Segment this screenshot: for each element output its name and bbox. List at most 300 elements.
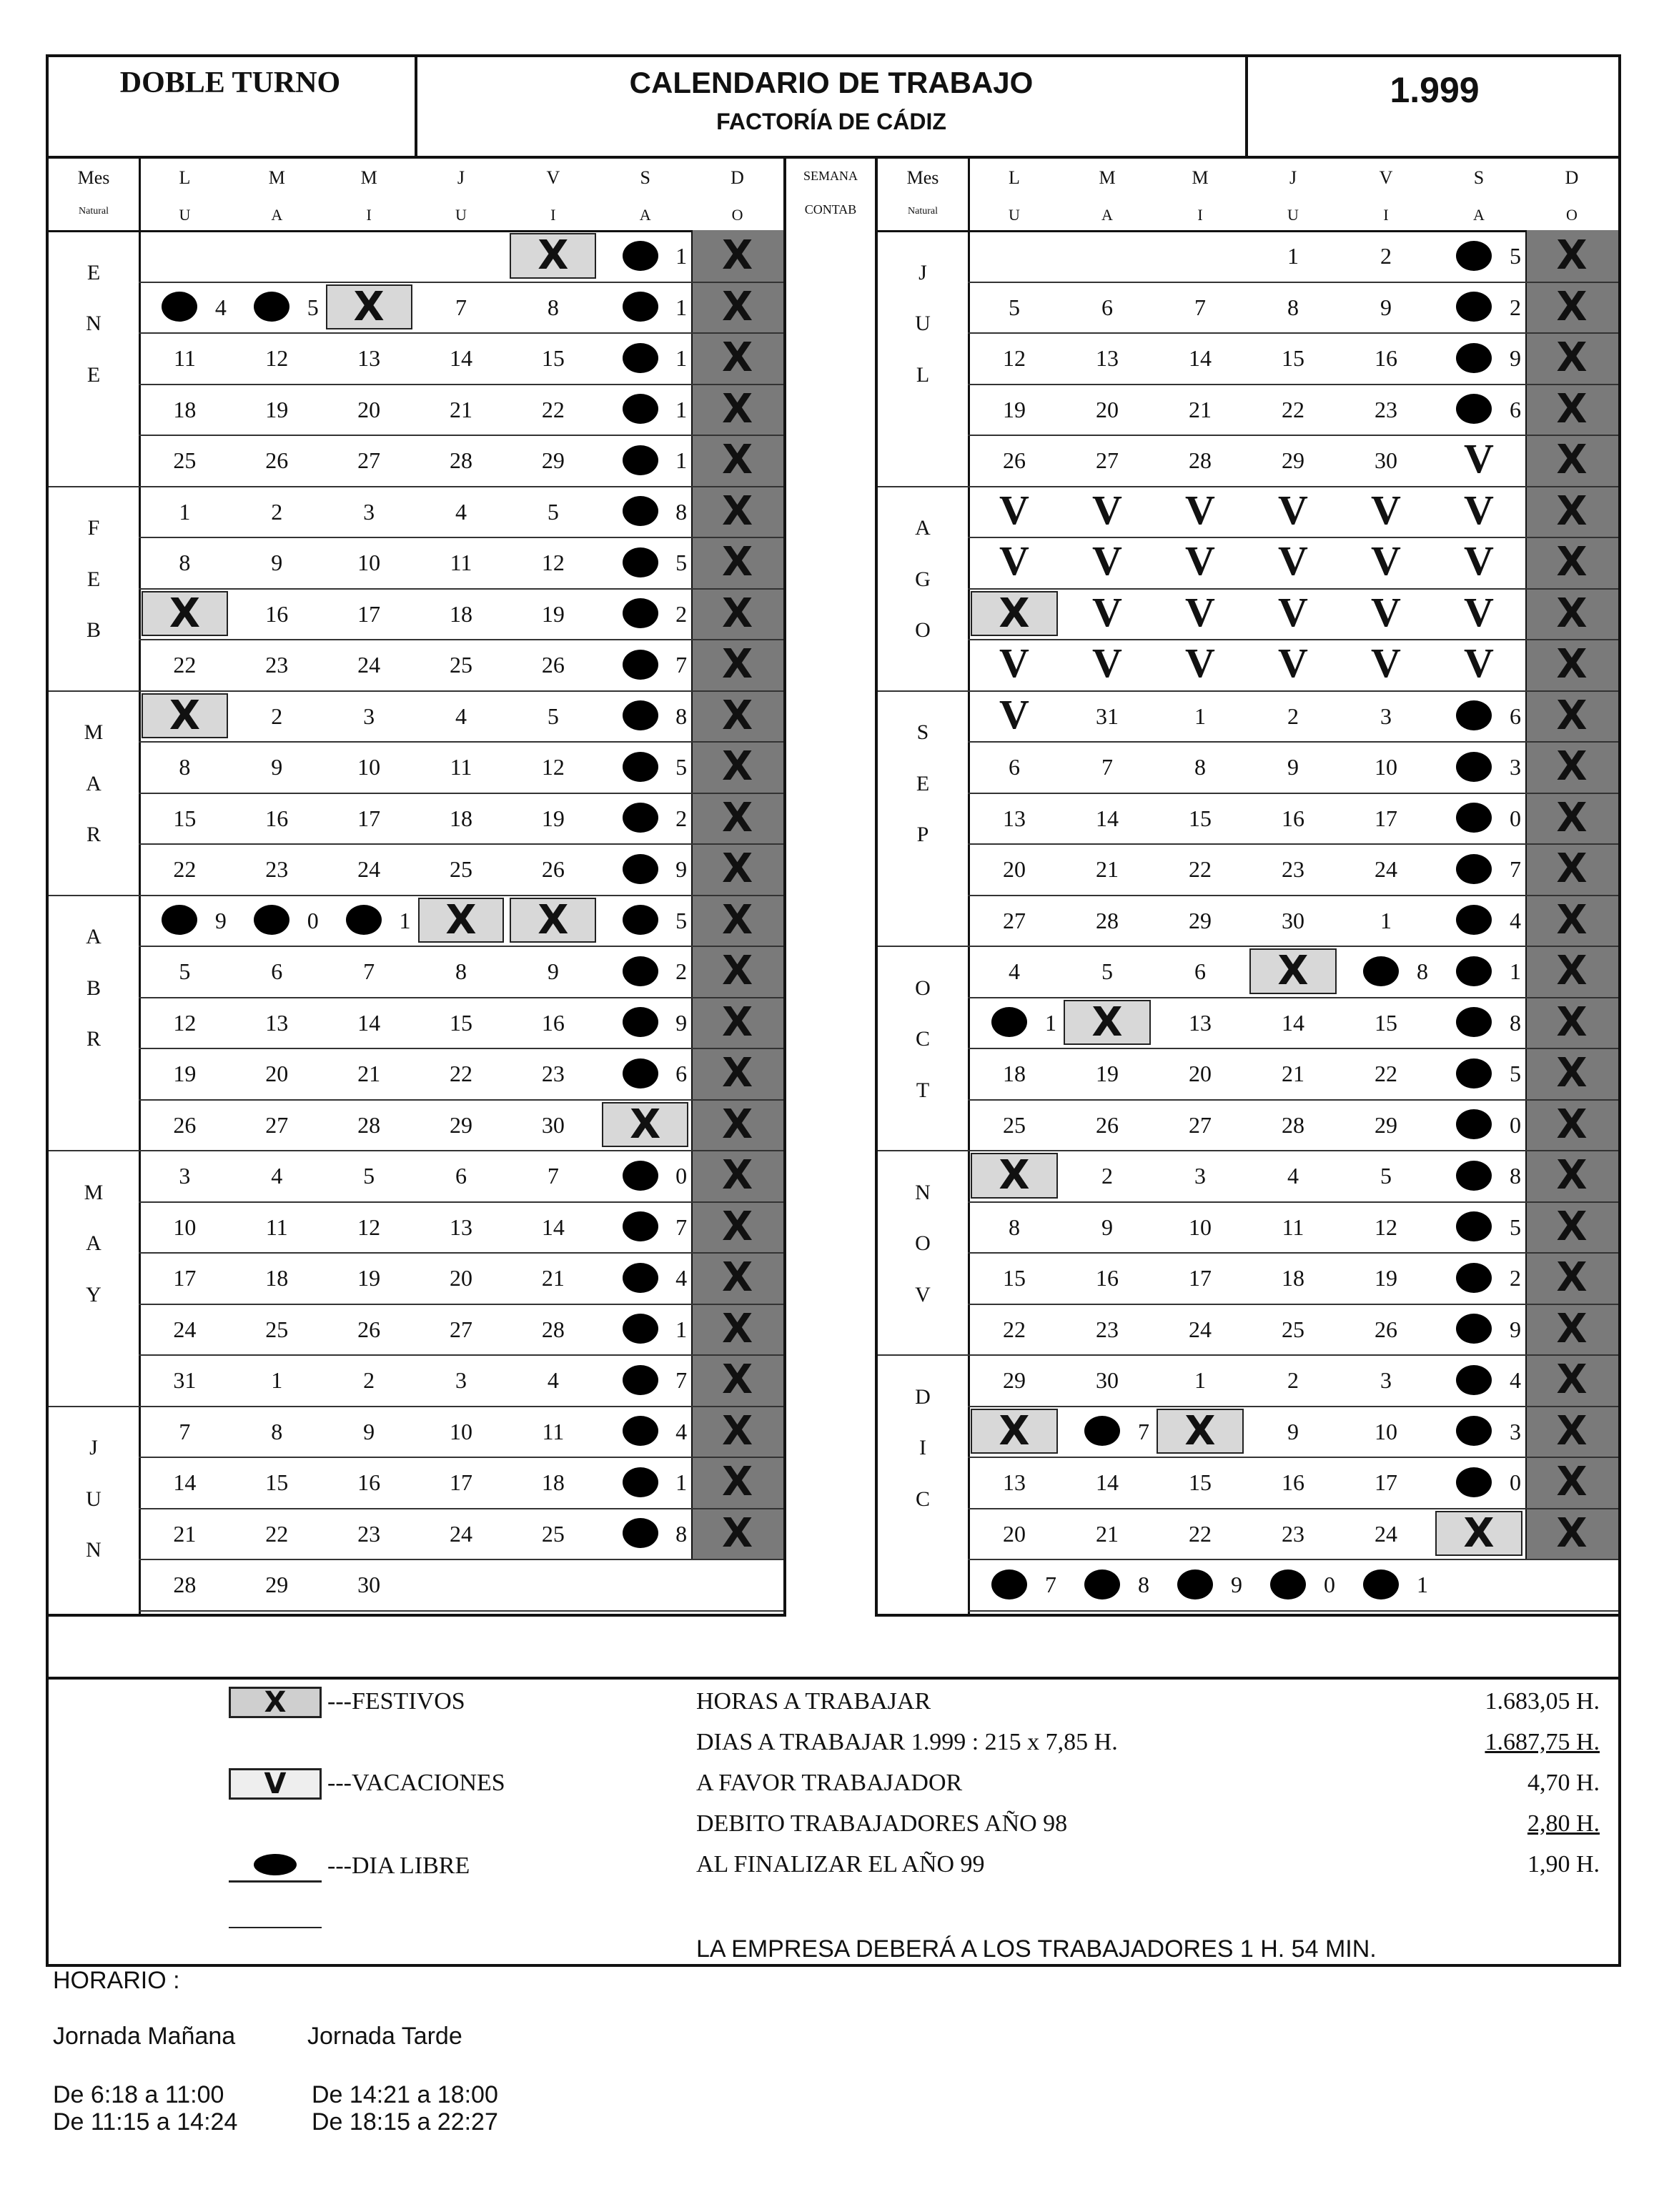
festivo-domingo: X bbox=[721, 1152, 753, 1199]
day-number: 2 bbox=[1287, 1367, 1299, 1393]
day-number: 29 bbox=[449, 1111, 472, 1138]
month-separator bbox=[49, 895, 139, 896]
day-number: 1 bbox=[399, 907, 411, 933]
day-number: 16 bbox=[357, 1469, 381, 1495]
month-letter: R bbox=[86, 823, 101, 847]
month-separator bbox=[878, 690, 968, 692]
day-header-1: M A bbox=[1099, 167, 1116, 224]
week-row bbox=[139, 895, 783, 896]
vacaciones-mark: V bbox=[1464, 435, 1494, 482]
vacaciones-mark: V bbox=[999, 640, 1029, 686]
week-row bbox=[139, 332, 783, 334]
vacaciones-mark: V bbox=[1185, 640, 1215, 686]
month-letter: M bbox=[84, 1180, 104, 1204]
week-row bbox=[968, 1201, 1618, 1203]
day-number: 10 bbox=[357, 754, 381, 780]
day-number: 8 bbox=[1417, 958, 1428, 984]
day-number: 21 bbox=[1282, 1061, 1304, 1086]
day-number: 13 bbox=[265, 1009, 289, 1036]
day-header-6: D O bbox=[731, 167, 744, 224]
vacaciones-mark: V bbox=[1278, 640, 1308, 686]
week-row bbox=[968, 1150, 1618, 1151]
vacaciones-mark: V bbox=[1371, 486, 1401, 533]
day-number: 23 bbox=[1096, 1316, 1119, 1342]
festivo-domingo: X bbox=[721, 641, 753, 688]
day-number: 12 bbox=[357, 1214, 381, 1240]
day-number: 11 bbox=[1282, 1214, 1304, 1240]
day-number: 18 bbox=[449, 805, 472, 831]
vacaciones-mark: V bbox=[1371, 588, 1401, 635]
day-number: 1 bbox=[271, 1367, 283, 1393]
day-number: 19 bbox=[173, 1061, 197, 1086]
festivo-domingo: X bbox=[721, 794, 753, 841]
day-number: 13 bbox=[449, 1214, 472, 1240]
day-number: 24 bbox=[357, 856, 381, 882]
festivo-domingo: X bbox=[721, 1357, 753, 1403]
day-number: 11 bbox=[174, 345, 196, 371]
festivo-domingo: X bbox=[721, 1459, 753, 1505]
day-number: 19 bbox=[1003, 396, 1026, 422]
vacaciones-mark: V bbox=[999, 486, 1029, 533]
day-number: 28 bbox=[1096, 907, 1119, 933]
day-number: 30 bbox=[541, 1111, 565, 1138]
day-number: 29 bbox=[1003, 1367, 1026, 1393]
page-title: CALENDARIO DE TRABAJO bbox=[629, 66, 1034, 99]
day-number: 12 bbox=[1003, 345, 1026, 371]
day-number: 0 bbox=[307, 907, 319, 933]
day-number: 14 bbox=[1282, 1009, 1304, 1036]
day-number: 5 bbox=[547, 703, 559, 729]
dia-libre-legend: ---DIA LIBRE bbox=[327, 1853, 470, 1879]
day-number: 16 bbox=[541, 1009, 565, 1036]
week-row bbox=[968, 1457, 1618, 1458]
total-value: 1.687,75 H. bbox=[1485, 1729, 1600, 1755]
festivo-domingo: X bbox=[1556, 998, 1588, 1046]
day-number: 8 bbox=[179, 754, 191, 780]
week-row bbox=[139, 1508, 783, 1509]
month-letter: I bbox=[919, 1436, 926, 1460]
festivo-domingo: X bbox=[721, 487, 753, 535]
day-number: 8 bbox=[271, 1418, 283, 1444]
month-letter: A bbox=[86, 925, 101, 949]
day-number: 20 bbox=[449, 1265, 472, 1291]
day-header-row bbox=[49, 159, 783, 232]
day-number: 22 bbox=[1003, 1316, 1026, 1342]
vacaciones-mark: V bbox=[1185, 486, 1215, 533]
day-number: 16 bbox=[1282, 1469, 1304, 1495]
day-number: 20 bbox=[1003, 1520, 1026, 1547]
day-number: 26 bbox=[541, 652, 565, 678]
week-row bbox=[139, 997, 783, 998]
total-label: HORAS A TRABAJAR bbox=[696, 1688, 931, 1715]
day-number: 9 bbox=[675, 1009, 688, 1036]
total-label: DEBITO TRABAJADORES AÑO 98 bbox=[696, 1810, 1068, 1837]
day-number: 9 bbox=[1231, 1572, 1242, 1597]
day-number: 1 bbox=[675, 1316, 688, 1342]
day-number: 24 bbox=[173, 1316, 197, 1342]
week-row bbox=[968, 1252, 1618, 1254]
day-number: 10 bbox=[1375, 1418, 1397, 1444]
day-number: 25 bbox=[1282, 1316, 1304, 1342]
day-number: 9 bbox=[675, 856, 688, 882]
jornada-manana-head: Jornada Mañana bbox=[53, 2023, 236, 2050]
vacaciones-mark: V bbox=[1278, 486, 1308, 533]
day-number: 4 bbox=[1510, 907, 1521, 933]
day-number: 1 bbox=[1287, 243, 1299, 269]
day-number: 27 bbox=[357, 447, 381, 473]
week-row bbox=[139, 1150, 783, 1151]
day-number: 15 bbox=[1282, 345, 1304, 371]
festivo-mark: X bbox=[971, 1409, 1058, 1454]
day-number: 8 bbox=[1287, 294, 1299, 320]
day-number: 10 bbox=[1189, 1214, 1212, 1240]
month-separator bbox=[49, 1150, 139, 1151]
month-letter: C bbox=[915, 1027, 930, 1051]
day-number: 8 bbox=[455, 958, 467, 984]
day-number: 29 bbox=[1375, 1111, 1397, 1138]
day-number: 9 bbox=[271, 754, 283, 780]
week-row bbox=[968, 332, 1618, 334]
day-number: 1 bbox=[1194, 703, 1206, 729]
festivo-domingo: X bbox=[1556, 1050, 1588, 1096]
week-row bbox=[968, 1610, 1618, 1612]
day-number: 19 bbox=[357, 1265, 381, 1291]
month-separator bbox=[49, 1406, 139, 1407]
festivo-domingo: X bbox=[1556, 1305, 1588, 1352]
festivo-mark: X bbox=[1064, 1000, 1151, 1046]
day-number: 5 bbox=[1510, 1214, 1521, 1240]
total-label: DIAS A TRABAJAR 1.999 : 215 x 7,85 H. bbox=[696, 1729, 1118, 1755]
day-number: 2 bbox=[363, 1367, 375, 1393]
month-separator bbox=[878, 1354, 968, 1356]
day-number: 22 bbox=[1189, 856, 1212, 882]
day-number: 2 bbox=[1510, 1265, 1521, 1291]
day-number: 4 bbox=[271, 1163, 283, 1189]
day-number: 26 bbox=[357, 1316, 381, 1342]
week-row bbox=[968, 946, 1618, 947]
day-number: 15 bbox=[449, 1009, 472, 1036]
semana-bottom: CONTAB bbox=[804, 202, 857, 217]
festivo-domingo: X bbox=[1556, 1254, 1588, 1301]
festivo-domingo: X bbox=[721, 385, 753, 432]
festivo-domingo: X bbox=[1556, 1152, 1588, 1199]
day-number: 24 bbox=[1375, 856, 1397, 882]
day-number: 4 bbox=[675, 1418, 688, 1444]
day-header-1: M A bbox=[268, 167, 285, 224]
day-number: 14 bbox=[357, 1009, 381, 1036]
day-number: 6 bbox=[675, 1061, 688, 1086]
day-number: 5 bbox=[1101, 958, 1113, 984]
vacaciones-mark: V bbox=[999, 690, 1029, 738]
day-number: 7 bbox=[179, 1418, 191, 1444]
day-number: 9 bbox=[1287, 754, 1299, 780]
day-number: 3 bbox=[455, 1367, 467, 1393]
day-number: 8 bbox=[1194, 754, 1206, 780]
day-number: 7 bbox=[675, 1214, 688, 1240]
vacaciones-mark: V bbox=[1092, 588, 1122, 635]
total-value: 4,70 H. bbox=[1527, 1770, 1600, 1796]
day-number: 15 bbox=[1189, 1469, 1212, 1495]
vacaciones-mark: V bbox=[1185, 537, 1215, 584]
month-letter: C bbox=[915, 1487, 930, 1511]
festivo-domingo: X bbox=[721, 437, 753, 483]
day-number: 13 bbox=[1096, 345, 1119, 371]
day-number: 21 bbox=[173, 1520, 197, 1547]
week-row bbox=[139, 793, 783, 794]
day-number: 16 bbox=[265, 600, 289, 627]
total-value: 1,90 H. bbox=[1527, 1851, 1600, 1878]
day-number: 7 bbox=[1194, 294, 1206, 320]
day-number: 4 bbox=[547, 1367, 559, 1393]
day-number: 31 bbox=[1096, 703, 1119, 729]
day-number: 0 bbox=[675, 1163, 688, 1189]
month-letter: O bbox=[915, 618, 931, 643]
day-number: 9 bbox=[363, 1418, 375, 1444]
month-letter: E bbox=[916, 771, 930, 795]
calendar-left bbox=[46, 159, 786, 1617]
day-number: 23 bbox=[541, 1061, 565, 1086]
horario-tarde-1: De 14:21 a 18:00 bbox=[312, 2081, 498, 2108]
day-number: 30 bbox=[1096, 1367, 1119, 1393]
week-row bbox=[968, 384, 1618, 385]
month-letter: U bbox=[86, 1487, 101, 1511]
day-header-row bbox=[878, 159, 1618, 232]
festivo-domingo: X bbox=[1556, 1459, 1588, 1505]
day-number: 4 bbox=[214, 294, 227, 320]
month-letter: B bbox=[86, 618, 101, 643]
festivo-domingo: X bbox=[1556, 437, 1588, 483]
calendar-right bbox=[875, 159, 1621, 1617]
day-number: 22 bbox=[1189, 1520, 1212, 1547]
day-number: 5 bbox=[675, 754, 688, 780]
day-number: 13 bbox=[357, 345, 381, 371]
month-separator bbox=[878, 1150, 968, 1151]
day-number: 1 bbox=[1417, 1572, 1428, 1597]
day-number: 26 bbox=[265, 447, 289, 473]
festivo-domingo: X bbox=[721, 948, 753, 994]
day-number: 31 bbox=[173, 1367, 197, 1393]
month-letter: E bbox=[86, 362, 101, 387]
day-number: 3 bbox=[363, 703, 375, 729]
day-number: 4 bbox=[1510, 1367, 1521, 1393]
day-header-4: V I bbox=[546, 167, 560, 224]
day-number: 14 bbox=[449, 345, 472, 371]
day-number: 29 bbox=[265, 1572, 289, 1597]
month-letter: A bbox=[915, 516, 931, 540]
month-letter: E bbox=[86, 260, 101, 284]
vacaciones-mark: V bbox=[1092, 537, 1122, 584]
day-number: 30 bbox=[357, 1572, 381, 1597]
day-number: 23 bbox=[357, 1520, 381, 1547]
festivo-domingo: X bbox=[1556, 590, 1588, 637]
day-number: 15 bbox=[265, 1469, 289, 1495]
day-number: 11 bbox=[450, 550, 472, 575]
week-row bbox=[968, 1354, 1618, 1356]
week-row bbox=[139, 1559, 783, 1560]
day-number: 26 bbox=[1003, 447, 1026, 473]
month-separator bbox=[49, 486, 139, 487]
day-number: 4 bbox=[1009, 958, 1020, 984]
festivo-mark: X bbox=[971, 591, 1058, 637]
day-number: 29 bbox=[1189, 907, 1212, 933]
festivo-domingo: X bbox=[1556, 1203, 1588, 1250]
day-number: 19 bbox=[1375, 1265, 1397, 1291]
week-row bbox=[139, 1406, 783, 1407]
day-number: 26 bbox=[173, 1111, 197, 1138]
day-number: 4 bbox=[675, 1265, 688, 1291]
day-number: 12 bbox=[1375, 1214, 1397, 1240]
day-number: 8 bbox=[1009, 1214, 1020, 1240]
day-number: 17 bbox=[357, 805, 381, 831]
week-row bbox=[139, 946, 783, 947]
day-number: 23 bbox=[265, 652, 289, 678]
day-number: 6 bbox=[1009, 754, 1020, 780]
week-row bbox=[968, 1099, 1618, 1101]
week-row bbox=[968, 895, 1618, 896]
day-number: 1 bbox=[675, 447, 688, 473]
day-number: 14 bbox=[1189, 345, 1212, 371]
festivo-mark: X bbox=[602, 1102, 688, 1148]
vacaciones-mark: V bbox=[1371, 640, 1401, 686]
day-number: 3 bbox=[1194, 1163, 1206, 1189]
festivo-domingo: X bbox=[721, 539, 753, 585]
day-number: 0 bbox=[1510, 1111, 1521, 1138]
festivo-mark: X bbox=[142, 591, 228, 637]
day-number: 25 bbox=[449, 856, 472, 882]
week-row bbox=[968, 282, 1618, 283]
total-label: A FAVOR TRABAJADOR bbox=[696, 1770, 963, 1796]
day-number: 20 bbox=[1189, 1061, 1212, 1086]
day-number: 5 bbox=[179, 958, 191, 984]
day-number: 9 bbox=[1510, 345, 1521, 371]
week-row bbox=[139, 1099, 783, 1101]
month-letter: B bbox=[86, 976, 101, 1000]
week-row bbox=[968, 793, 1618, 794]
day-number: 1 bbox=[1380, 907, 1392, 933]
day-number: 12 bbox=[541, 550, 565, 575]
day-number: 8 bbox=[547, 294, 559, 320]
vacaciones-mark: V bbox=[1278, 588, 1308, 635]
week-row bbox=[968, 997, 1618, 998]
day-number: 1 bbox=[1045, 1009, 1056, 1036]
festivo-domingo: X bbox=[721, 1254, 753, 1301]
week-row bbox=[139, 1304, 783, 1305]
festivo-mark: X bbox=[971, 1153, 1058, 1199]
total-value: 2,80 H. bbox=[1527, 1810, 1600, 1837]
day-number: 18 bbox=[265, 1265, 289, 1291]
day-number: 5 bbox=[547, 498, 559, 525]
day-number: 0 bbox=[1510, 1469, 1521, 1495]
day-number: 21 bbox=[357, 1061, 381, 1086]
day-number: 9 bbox=[1380, 294, 1392, 320]
day-number: 19 bbox=[1096, 1061, 1119, 1086]
festivo-mark: X bbox=[326, 284, 412, 330]
week-row bbox=[139, 384, 783, 385]
day-number: 3 bbox=[1380, 1367, 1392, 1393]
week-row bbox=[968, 1304, 1618, 1305]
day-number: 6 bbox=[1101, 294, 1113, 320]
day-number: 17 bbox=[449, 1469, 472, 1495]
month-separator bbox=[878, 946, 968, 947]
mes-header: Mes Natural bbox=[77, 167, 110, 217]
month-letter: A bbox=[86, 771, 101, 795]
day-number: 2 bbox=[271, 498, 283, 525]
day-number: 8 bbox=[675, 498, 688, 525]
day-number: 8 bbox=[1138, 1572, 1149, 1597]
month-letter: N bbox=[86, 1538, 101, 1562]
day-number: 25 bbox=[1003, 1111, 1026, 1138]
day-number: 1 bbox=[675, 294, 688, 320]
day-number: 21 bbox=[1189, 396, 1212, 422]
day-number: 7 bbox=[1510, 856, 1521, 882]
day-number: 1 bbox=[675, 345, 688, 371]
day-number: 8 bbox=[675, 703, 688, 729]
month-letter: G bbox=[915, 567, 931, 591]
festivo-domingo: X bbox=[721, 232, 753, 279]
vacaciones-legend: ---VACACIONES bbox=[327, 1770, 505, 1796]
month-letter: M bbox=[84, 720, 104, 745]
week-row bbox=[139, 1457, 783, 1458]
day-number: 7 bbox=[1045, 1572, 1056, 1597]
festivo-domingo: X bbox=[1556, 385, 1588, 432]
day-header-3: J U bbox=[455, 167, 467, 224]
month-letter: L bbox=[916, 362, 930, 387]
vacaciones-mark: V bbox=[1464, 588, 1494, 635]
day-number: 3 bbox=[363, 498, 375, 525]
dia-libre-legend-icon bbox=[229, 1851, 322, 1883]
day-number: 5 bbox=[363, 1163, 375, 1189]
day-number: 1 bbox=[179, 498, 191, 525]
month-letter: D bbox=[915, 1384, 931, 1409]
day-number: 4 bbox=[455, 703, 467, 729]
page-subtitle: FACTORÍA DE CÁDIZ bbox=[716, 109, 946, 134]
day-number: 3 bbox=[1380, 703, 1392, 729]
day-number: 6 bbox=[1510, 396, 1521, 422]
day-number: 14 bbox=[173, 1469, 197, 1495]
day-number: 9 bbox=[214, 907, 227, 933]
week-row bbox=[139, 1201, 783, 1203]
day-number: 12 bbox=[173, 1009, 197, 1036]
horario-tarde-2: De 18:15 a 22:27 bbox=[312, 2108, 498, 2136]
festivo-domingo: X bbox=[1556, 743, 1588, 790]
day-number: 23 bbox=[1282, 856, 1304, 882]
week-row bbox=[139, 1252, 783, 1254]
day-number: 13 bbox=[1003, 1469, 1026, 1495]
day-number: 11 bbox=[265, 1214, 288, 1240]
day-number: 2 bbox=[675, 958, 688, 984]
festivo-mark: X bbox=[142, 693, 228, 739]
month-letter: J bbox=[918, 260, 927, 284]
month-letter: A bbox=[86, 1231, 101, 1256]
day-number: 2 bbox=[675, 805, 688, 831]
festivo-domingo: X bbox=[1556, 1101, 1588, 1148]
day-number: 3 bbox=[1510, 754, 1521, 780]
festivo-domingo: X bbox=[1556, 1509, 1588, 1557]
day-number: 13 bbox=[1003, 805, 1026, 831]
day-number: 26 bbox=[1096, 1111, 1119, 1138]
day-number: 7 bbox=[455, 294, 467, 320]
festivo-domingo: X bbox=[1556, 845, 1588, 892]
day-number: 13 bbox=[1189, 1009, 1212, 1036]
day-number: 8 bbox=[1510, 1009, 1521, 1036]
festivo-mark: X bbox=[510, 233, 596, 279]
day-number: 16 bbox=[1375, 345, 1397, 371]
day-number: 27 bbox=[1096, 447, 1119, 473]
month-letter: S bbox=[916, 720, 929, 745]
day-number: 27 bbox=[1189, 1111, 1212, 1138]
day-header-2: M I bbox=[360, 167, 377, 224]
total-label: AL FINALIZAR EL AÑO 99 bbox=[696, 1851, 985, 1878]
